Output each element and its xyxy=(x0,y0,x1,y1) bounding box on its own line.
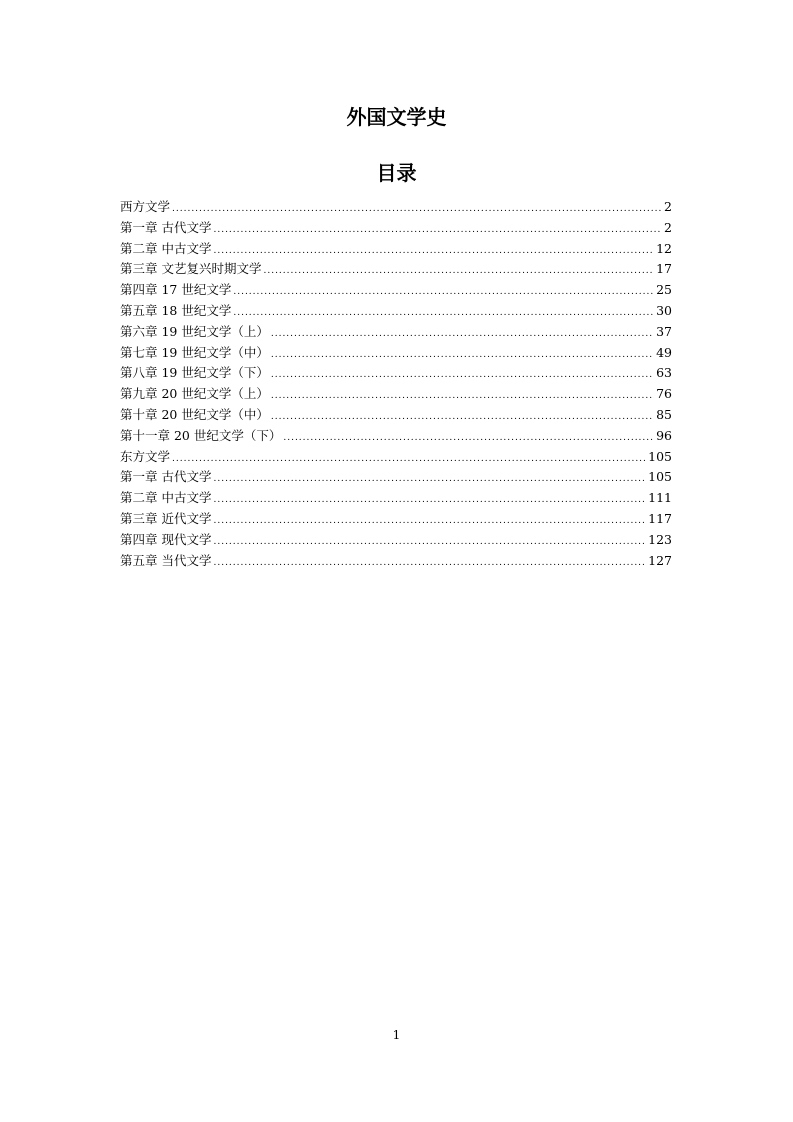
toc-entry-east-ch4[interactable] xyxy=(120,530,672,551)
toc-entry-page: 105 xyxy=(648,469,672,485)
toc-entry-label: 第五章 当代文学 xyxy=(120,552,212,568)
toc-entry-east-ch2[interactable] xyxy=(120,488,672,509)
dot-leader xyxy=(213,511,646,532)
toc-entry-page: 2 xyxy=(664,199,672,214)
toc-entry-page: 85 xyxy=(656,406,672,422)
toc-entry-east-ch3[interactable] xyxy=(120,509,672,530)
toc-entry-page: 111 xyxy=(648,490,672,506)
dot-leader xyxy=(283,428,654,449)
toc-entry-page: 105 xyxy=(648,448,672,464)
dot-leader xyxy=(233,282,654,303)
dot-leader xyxy=(271,407,654,428)
toc-entry-west-ch2[interactable] xyxy=(120,239,672,260)
toc-entry-label: 第十章 20 世纪文学（中） xyxy=(120,406,269,422)
toc-entry-west-ch11[interactable] xyxy=(120,426,672,447)
table-of-contents xyxy=(120,197,672,571)
toc-entry-label: 第七章 19 世纪文学（中） xyxy=(120,344,269,360)
toc-entry-page: 30 xyxy=(656,302,672,318)
toc-entry-label: 第一章 古代文学 xyxy=(120,469,212,485)
dot-leader xyxy=(271,324,654,345)
toc-entry-west-ch1[interactable] xyxy=(120,218,672,239)
toc-entry-page: 127 xyxy=(648,552,672,568)
toc-entry-west-ch6[interactable] xyxy=(120,322,672,343)
toc-entry-west-ch5[interactable] xyxy=(120,301,672,322)
dot-leader xyxy=(271,386,654,407)
page-number: 1 xyxy=(392,1028,401,1042)
dot-leader xyxy=(233,303,654,324)
toc-entry-west-ch9[interactable] xyxy=(120,384,672,405)
toc-entry-east-ch1[interactable] xyxy=(120,467,672,488)
toc-entry-page: 12 xyxy=(656,240,672,256)
toc-entry-page: 117 xyxy=(648,510,672,526)
document-title: 外国文学史 xyxy=(346,105,447,129)
toc-entry-west-ch7[interactable] xyxy=(120,343,672,364)
toc-entry-label: 第四章 现代文学 xyxy=(120,531,212,547)
toc-entry-west-ch10[interactable] xyxy=(120,405,672,426)
toc-entry-eastern-literature[interactable] xyxy=(120,447,672,468)
toc-entry-label: 第五章 18 世纪文学 xyxy=(120,302,232,318)
toc-entry-label: 第八章 19 世纪文学（下） xyxy=(120,365,269,381)
dot-leader xyxy=(213,532,646,553)
toc-heading: 目录 xyxy=(376,161,417,185)
toc-entry-label: 第六章 19 世纪文学（上） xyxy=(120,323,269,339)
toc-entry-page: 49 xyxy=(656,344,672,360)
dot-leader xyxy=(213,553,646,574)
dot-leader xyxy=(213,241,654,262)
toc-entry-page: 25 xyxy=(656,282,672,298)
toc-entry-label: 西方文学 xyxy=(120,199,171,214)
dot-leader xyxy=(271,365,654,386)
dot-leader xyxy=(172,449,646,470)
toc-entry-label: 第一章 古代文学 xyxy=(120,219,212,235)
toc-entry-page: 37 xyxy=(656,323,672,339)
toc-entry-west-ch4[interactable] xyxy=(120,280,672,301)
dot-leader xyxy=(271,345,654,366)
dot-leader xyxy=(263,261,654,282)
toc-entry-label: 第九章 20 世纪文学（上） xyxy=(120,386,269,402)
dot-leader xyxy=(213,220,662,241)
toc-entry-page: 63 xyxy=(656,365,672,381)
toc-entry-page: 96 xyxy=(656,427,672,443)
toc-entry-page: 76 xyxy=(656,386,672,402)
toc-entry-label: 第三章 近代文学 xyxy=(120,510,212,526)
toc-entry-western-literature[interactable] xyxy=(120,197,672,218)
toc-entry-label: 第十一章 20 世纪文学（下） xyxy=(120,427,282,443)
toc-entry-label: 第四章 17 世纪文学 xyxy=(120,282,232,298)
toc-entry-west-ch3[interactable] xyxy=(120,259,672,280)
toc-entry-label: 第二章 中古文学 xyxy=(120,490,212,506)
toc-entry-label: 东方文学 xyxy=(120,448,171,464)
toc-entry-page: 17 xyxy=(656,261,672,277)
toc-entry-page: 123 xyxy=(648,531,672,547)
toc-entry-label: 第二章 中古文学 xyxy=(120,240,212,256)
dot-leader xyxy=(172,199,662,220)
dot-leader xyxy=(213,490,646,511)
toc-entry-label: 第三章 文艺复兴时期文学 xyxy=(120,261,262,277)
toc-entry-east-ch5[interactable] xyxy=(120,551,672,572)
toc-entry-west-ch8[interactable] xyxy=(120,363,672,384)
dot-leader xyxy=(213,469,646,490)
toc-entry-page: 2 xyxy=(664,219,672,235)
